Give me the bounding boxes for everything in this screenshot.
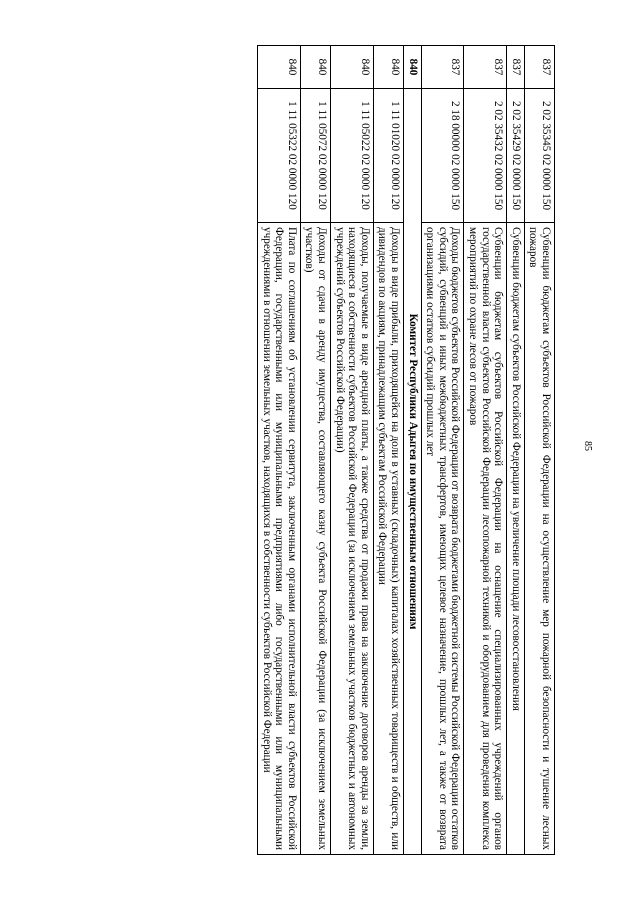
- page-number: 85: [582, 441, 593, 451]
- admin-code-cell: 840: [300, 46, 330, 89]
- table-row: [300, 46, 330, 855]
- section-title: Комитет Республики Адыгея по имущественным отношениям: [404, 89, 422, 855]
- admin-code-cell: 837: [507, 46, 525, 89]
- revenue-code-cell: 1 11 05322 02 0000 120: [258, 89, 301, 223]
- table-row: [373, 46, 403, 855]
- revenue-code-cell: 2 02 35345 02 0000 150: [524, 89, 554, 223]
- revenue-name-cell: Доходы бюджетов субъектов Российской Федерации от возврата бюджетами бюджетной системы Российской Федерации остатков субсидий, субвенций и иных межбюджетных трансфертов, имеющих целевое назначение, прошлых лет, а также от возврата организациями остатков субсидий прошлых лет: [421, 223, 464, 855]
- section-header-row: [404, 46, 422, 855]
- revenue-name-cell: Доходы от сдачи в аренду имущества, составляющего казну субъекта Российской Федерации (за исключением земельных участков): [300, 223, 330, 855]
- admin-code-cell: 840: [258, 46, 301, 89]
- table-row: [524, 46, 554, 855]
- table-body: [258, 46, 555, 855]
- revenue-name-cell: Субвенции бюджетам субъектов Российской Федерации на увеличение площади лесовосстановления: [507, 223, 525, 855]
- admin-code-cell: 840: [331, 46, 374, 89]
- table-row: [464, 46, 507, 855]
- revenue-name-cell: Субвенции бюджетам субъектов Российской Федерации на осуществление мер пожарной безопасности и тушение лесных пожаров: [524, 223, 554, 855]
- revenue-code-cell: 1 11 05072 02 0000 120: [300, 89, 330, 223]
- revenue-name-cell: Субвенции бюджетам субъектов Российской Федерации на оснащение специализированных учреждений органов государственной власти субъектов Российской Федерации лесопожарной техникой и оборудованием для проведения комплекса мероприятий по охране лесов от пожаров: [464, 223, 507, 855]
- admin-code-cell: 837: [464, 46, 507, 89]
- table-row: [258, 46, 301, 855]
- admin-code-cell: 840: [373, 46, 403, 89]
- revenue-name-cell: Плата по соглашениям об установлении сервитута, заключенным органами исполнительной власти субъектов Российской Федерации, государственными или муниципальными предприятиями либо государственными или муниципальными учреждениями в отношении земельных участков, находящихся в собственности субъектов Российской Федерации: [258, 223, 301, 855]
- revenue-code-cell: 2 02 35432 02 0000 150: [464, 89, 507, 223]
- admin-code-cell: 840: [404, 46, 422, 89]
- revenue-codes-table: [257, 45, 555, 855]
- rotated-table-container: [65, 45, 555, 855]
- revenue-name-cell: Доходы в виде прибыли, приходящейся на доли в уставных (складочных) капиталах хозяйственных товариществ и обществ, или дивидендов по акциям, принадлежащим субъектам Российской Федерации: [373, 223, 403, 855]
- table-row: [421, 46, 464, 855]
- table-row: [331, 46, 374, 855]
- admin-code-cell: 837: [421, 46, 464, 89]
- table-row: [507, 46, 525, 855]
- admin-code-cell: 837: [524, 46, 554, 89]
- revenue-code-cell: 2 18 00000 02 0000 150: [421, 89, 464, 223]
- revenue-code-cell: 2 02 35429 02 0000 150: [507, 89, 525, 223]
- revenue-code-cell: 1 11 01020 02 0000 120: [373, 89, 403, 223]
- revenue-name-cell: Доходы, получаемые в виде арендной платы, а также средства от продажи права на заключение договоров аренды за земли, находящиеся в собственности субъектов Российской Федерации (за исключением земельных участков бюджетных и автономных учреждений субъектов Российской Федерации): [331, 223, 374, 855]
- revenue-code-cell: 1 11 05022 02 0000 120: [331, 89, 374, 223]
